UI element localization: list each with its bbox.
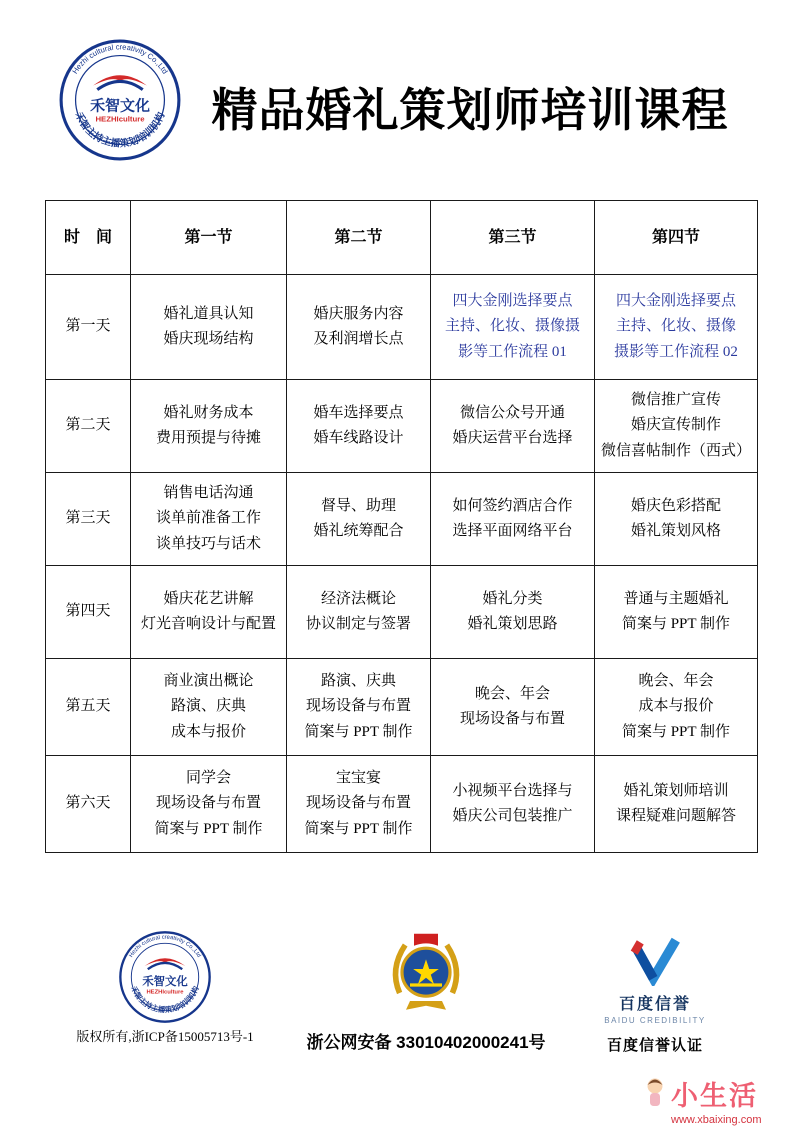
course-line: 摄影等工作流程 02 — [614, 343, 738, 360]
course-cell — [131, 473, 287, 566]
course-line: 成本与报价 — [170, 723, 246, 740]
table-body — [46, 275, 758, 853]
course-line: 简案与 PPT 制作 — [154, 820, 263, 837]
table-header-cell: 第一节 — [131, 201, 287, 275]
copyright-text: 版权所有,浙ICP备15005713号-1 — [76, 1029, 254, 1044]
course-cell — [287, 275, 431, 380]
course-line: 督导、助理 — [320, 497, 396, 514]
course-cell — [287, 380, 431, 473]
course-line: 婚庆宣传制作 — [630, 417, 721, 434]
course-cell — [131, 756, 287, 853]
course-line: 路演、庆典 — [320, 672, 396, 689]
course-line: 婚庆公司包装推广 — [452, 808, 573, 824]
course-cell — [595, 566, 758, 659]
day-label: 第六天 — [46, 756, 131, 853]
course-line: 微信推广宣传 — [630, 391, 721, 408]
kid-icon — [643, 1076, 667, 1110]
course-cell — [431, 275, 595, 380]
course-line: 婚庆运营平台选择 — [452, 430, 573, 446]
course-line: 晚会、年会 — [638, 672, 714, 689]
table-row — [46, 473, 758, 566]
course-cell — [131, 380, 287, 473]
course-line: 销售电话沟通 — [163, 484, 254, 501]
course-cell — [595, 380, 758, 473]
course-cell — [431, 380, 595, 473]
course-line: 简案与 PPT 制作 — [621, 616, 731, 632]
course-line: 同学会 — [185, 769, 231, 786]
course-line: 婚礼道具认知 — [163, 305, 254, 322]
course-cell — [131, 659, 287, 756]
baidu-credibility-block — [595, 936, 715, 1055]
police-badge-icon — [386, 926, 466, 1016]
course-line: 婚车线路设计 — [313, 430, 404, 446]
course-line: 婚礼策划思路 — [467, 616, 558, 632]
course-line: 现场设备与布置 — [459, 711, 565, 727]
table-row — [46, 659, 758, 756]
table-header-cell: 第四节 — [595, 201, 758, 275]
course-cell — [595, 756, 758, 853]
table-header-row — [46, 201, 758, 275]
day-label: 第三天 — [46, 473, 131, 566]
course-cell — [131, 275, 287, 380]
table-row — [46, 380, 758, 473]
course-line: 灯光音响设计与配置 — [140, 616, 276, 632]
course-line: 婚庆花艺讲解 — [163, 590, 254, 607]
course-line: 成本与报价 — [638, 698, 714, 715]
hezhi-logo — [58, 38, 182, 162]
course-line: 婚礼分类 — [482, 590, 543, 607]
course-line: 商业演出概论 — [163, 672, 254, 689]
course-line: 现场设备与布置 — [305, 795, 411, 812]
course-line: 经济法概论 — [320, 590, 396, 607]
course-cell — [287, 659, 431, 756]
course-cell — [431, 566, 595, 659]
course-line: 微信喜帖制作（西式） — [600, 442, 751, 459]
course-line: 四大金刚选择要点 — [452, 292, 573, 309]
table-header-cell: 第二节 — [287, 201, 431, 275]
course-cell — [431, 659, 595, 756]
watermark-url: www.xbaixing.com — [671, 1114, 762, 1126]
course-line: 简案与 PPT 制作 — [304, 820, 413, 837]
table-header-cell: 第三节 — [431, 201, 595, 275]
course-line: 及利润增长点 — [313, 331, 404, 347]
course-line: 微信公众号开通 — [459, 404, 565, 421]
table-head — [46, 201, 758, 275]
course-line: 简案与 PPT 制作 — [304, 723, 413, 740]
course-line: 路演、庆典 — [170, 698, 246, 715]
course-line: 小视频平台选择与 — [452, 782, 573, 799]
course-line: 婚庆色彩搭配 — [630, 497, 721, 514]
course-line: 普通与主题婚礼 — [623, 590, 729, 607]
page-title: 精品婚礼策划师培训课程 — [211, 85, 729, 136]
baidu-subtitle: BAIDU CREDIBILITY — [604, 1016, 706, 1025]
table-row — [46, 566, 758, 659]
day-label: 第五天 — [46, 659, 131, 756]
course-line: 婚礼财务成本 — [163, 404, 254, 421]
baidu-title: 百度信誉 — [618, 996, 691, 1013]
course-line: 婚庆现场结构 — [163, 331, 254, 347]
table-header-cell: 时 间 — [46, 201, 131, 275]
course-line: 谈单技巧与话术 — [155, 535, 261, 552]
police-record-text: 浙公网安备 33010402000241号 — [306, 1033, 546, 1052]
course-line: 婚礼策划师培训 — [623, 782, 729, 799]
course-line: 影等工作流程 01 — [458, 343, 567, 360]
course-line: 主持、化妆、摄像 — [615, 318, 736, 335]
course-cell — [287, 756, 431, 853]
course-cell — [595, 659, 758, 756]
course-line: 谈单前准备工作 — [155, 510, 261, 527]
day-label: 第一天 — [46, 275, 131, 380]
baidu-caption: 百度信誉认证 — [606, 1038, 703, 1054]
course-cell — [131, 566, 287, 659]
course-line: 婚礼统筹配合 — [313, 523, 404, 539]
course-line: 宝宝宴 — [335, 769, 381, 786]
course-line: 简案与 PPT 制作 — [621, 723, 731, 740]
course-cell — [595, 275, 758, 380]
day-label: 第四天 — [46, 566, 131, 659]
course-line: 晚会、年会 — [474, 685, 550, 702]
course-line: 四大金刚选择要点 — [615, 292, 736, 309]
course-cell — [431, 473, 595, 566]
course-line: 婚庆服务内容 — [313, 305, 404, 322]
course-line: 现场设备与布置 — [305, 698, 411, 715]
course-cell — [431, 756, 595, 853]
course-line: 协议制定与签署 — [305, 616, 411, 632]
course-line: 主持、化妆、摄像摄 — [444, 318, 580, 335]
watermark-title: 小生活 — [671, 1081, 758, 1111]
course-line: 婚礼策划风格 — [630, 523, 721, 539]
day-label: 第二天 — [46, 380, 131, 473]
course-line: 课程疑难问题解答 — [615, 808, 736, 824]
course-table — [45, 200, 758, 853]
baidu-credibility-icon — [629, 936, 681, 986]
hezhi-logo-footer — [118, 930, 212, 1024]
course-cell — [287, 566, 431, 659]
course-cell — [287, 473, 431, 566]
site-watermark — [643, 1076, 788, 1126]
course-line: 费用预提与待摊 — [155, 430, 261, 446]
course-line: 如何签约酒店合作 — [452, 497, 573, 514]
course-line: 婚车选择要点 — [313, 404, 404, 421]
course-line: 选择平面网络平台 — [452, 523, 573, 539]
course-cell — [595, 473, 758, 566]
table-row — [46, 756, 758, 853]
course-line: 现场设备与布置 — [155, 795, 261, 812]
table-row — [46, 275, 758, 380]
